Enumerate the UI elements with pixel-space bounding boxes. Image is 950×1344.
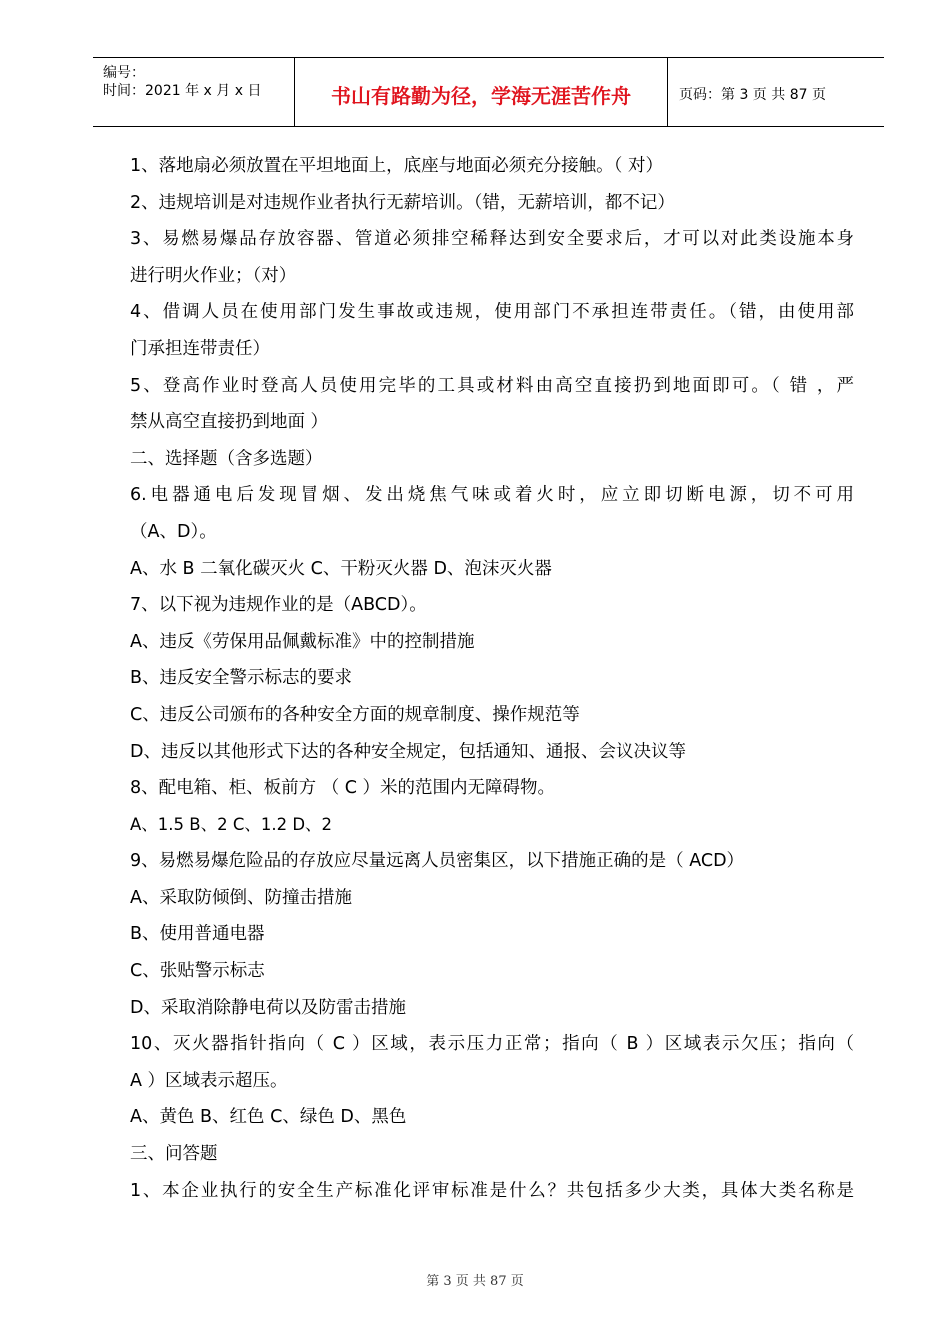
text-line: 7、以下视为违规作业的是（ABCD）。 (130, 595, 427, 616)
text-line: D、采取消除静电荷以及防雷击措施 (130, 997, 406, 1018)
header-motto-cell (295, 58, 668, 126)
text-line: 3、易燃易爆品存放容器、管道必须排空稀释达到安全要求后，才可以对此类设施本身 (130, 229, 854, 250)
text-line: A、黄色 B、红色 C、绿色 D、黑色 (130, 1107, 407, 1128)
header-page-info: 页码：第 3 页 共 87 页 (679, 87, 826, 103)
text-line: A、采取防倾倒、防撞击措施 (130, 887, 352, 908)
text-line: 1、落地扇必须放置在平坦地面上，底座与地面必须充分接触。（ 对） (130, 156, 663, 176)
text-line: 门承担连带责任） (130, 338, 270, 359)
text-line: 5、登高作业时登高人员使用完毕的工具或材料由高空直接扔到地面即可。（ 错 ，严 (130, 375, 854, 396)
text-line: 10、灭火器指针指向（ C ）区域，表示压力正常；指向（ B ）区域表示欠压；指向（ (130, 1034, 854, 1055)
text-line: A ）区域表示超压。 (130, 1070, 288, 1091)
page-footer: 第 3 页 共 87 页 (426, 1274, 524, 1289)
header-meta-cell (93, 58, 295, 126)
header-page-cell (668, 58, 884, 126)
text-line: 8、配电箱、柜、板前方 （ C ）米的范围内无障碍物。 (130, 778, 556, 799)
document-body (130, 148, 854, 1209)
text-line: 4、借调人员在使用部门发生事故或违规，使用部门不承担连带责任。（错，由使用部 (130, 302, 854, 323)
document-header (93, 57, 884, 127)
text-line: （A、D）。 (130, 521, 217, 542)
text-line: 9、易燃易爆危险品的存放应尽量远离人员密集区，以下措施正确的是（ ACD） (130, 851, 745, 872)
text-line: 禁从高空直接扔到地面 ） (130, 412, 329, 433)
document-number-label: 编号： (103, 65, 145, 81)
text-line: 进行明火作业；（对） (130, 265, 297, 286)
text-line: C、违反公司颁布的各种安全方面的规章制度、操作规范等 (130, 704, 580, 725)
text-line: A、水 B 二氧化碳灭火 C、干粉灭火器 D、泡沫灭火器 (130, 558, 552, 579)
section-heading: 二、选择题（含多选题） (130, 448, 323, 469)
text-line: C、张贴警示标志 (130, 961, 265, 982)
document-time-label: 时间：2021 年 x 月 x 日 (103, 83, 262, 99)
text-line: B、违反安全警示标志的要求 (130, 668, 353, 689)
header-motto: 书山有路勤为径，学海无涯苦作舟 (331, 84, 631, 108)
text-line: 2、违规培训是对违规作业者执行无薪培训。（错，无薪培训，都不记） (130, 192, 675, 213)
text-line: A、违反《劳保用品佩戴标准》中的控制措施 (130, 631, 475, 652)
text-line: 6.电器通电后发现冒烟、发出烧焦气味或着火时，应立即切断电源，切不可用 (130, 485, 854, 506)
text-line: A、1.5 B、2 C、1.2 D、2 (130, 814, 333, 834)
section-heading: 三、问答题 (130, 1144, 218, 1165)
text-line: D、违反以其他形式下达的各种安全规定，包括通知、通报、会议决议等 (130, 741, 686, 762)
text-line: 1、本企业执行的安全生产标准化评审标准是什么？共包括多少大类，具体大类名称是 (130, 1180, 854, 1201)
text-line: B、使用普通电器 (130, 924, 265, 945)
